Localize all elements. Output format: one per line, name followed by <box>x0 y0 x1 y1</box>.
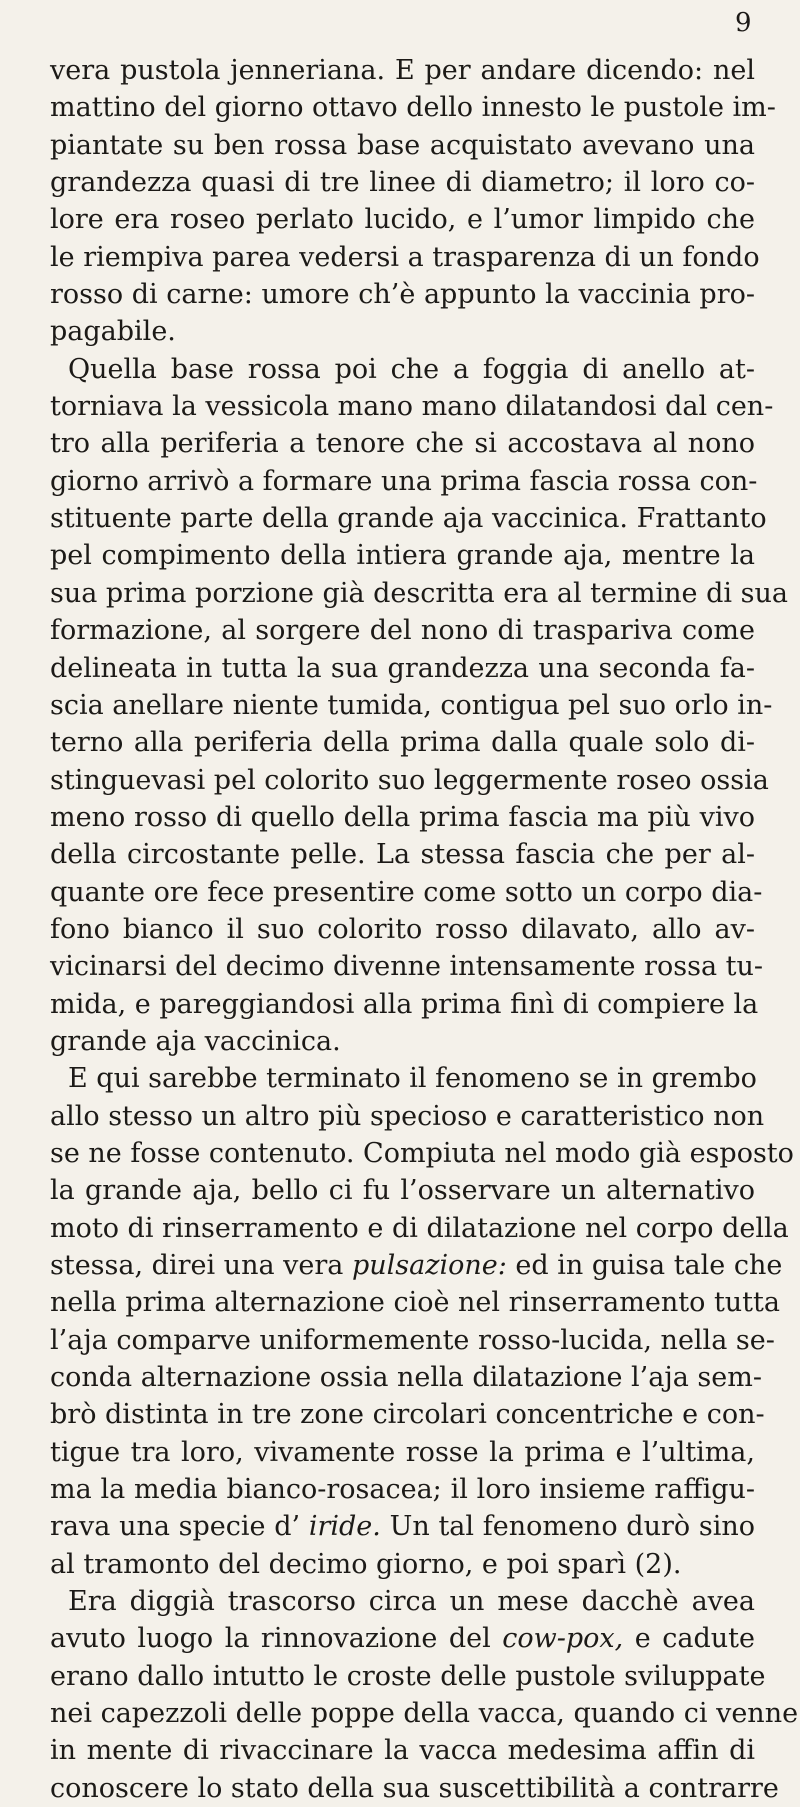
text-line-content: l’aja comparve uniformemente rosso-lucida, nella se- <box>50 1324 775 1356</box>
text-line-content: meno rosso di quello della prima fascia ma più vivo <box>50 801 755 833</box>
text-line <box>50 1546 755 1583</box>
text-line <box>50 127 755 164</box>
text-line <box>50 911 755 948</box>
text-line <box>50 1732 755 1769</box>
text-line <box>50 463 758 500</box>
text-line <box>50 650 755 687</box>
text-line <box>50 1284 780 1321</box>
text-line <box>50 52 755 89</box>
text-line <box>50 500 767 537</box>
text-line-continuation: ed in guisa tale che <box>506 1250 783 1281</box>
text-line <box>50 313 755 350</box>
text-line <box>50 575 788 612</box>
text-line <box>50 239 760 276</box>
text-line-content: vicinarsi del decimo divenne intensamente rossa tu- <box>50 951 764 983</box>
text-line <box>50 1658 766 1695</box>
text-line-content: grande aja vaccinica. <box>50 1025 341 1057</box>
text-line <box>50 1359 762 1396</box>
text-line-content: stituente parte della grande aja vaccinica. Frattanto <box>50 503 767 535</box>
text-line-content: in mente di rivaccinare la vacca medesima affin di <box>50 1735 755 1767</box>
text-line-content: torniava la vessicola mano mano dilatandosi dal cen- <box>50 391 774 423</box>
text-line-content: se ne fosse contenuto. Compiuta nel modo già esposto <box>50 1137 794 1169</box>
text-line-content: tro alla periferia a tenore che si accostava al nono <box>50 428 755 460</box>
text-line-content: avuto luogo la rinnovazione del <box>50 1623 491 1655</box>
italic-term: pulsazione: <box>351 1250 507 1281</box>
text-line-content: terno alla periferia della prima dalla quale solo di- <box>50 727 755 759</box>
text-line <box>50 1770 779 1807</box>
text-line <box>50 351 755 388</box>
text-line <box>50 836 755 873</box>
text-line <box>50 1247 783 1284</box>
text-line-content: conda alternazione ossia nella dilatazione l’aja sem- <box>50 1362 762 1394</box>
italic-term: iride. <box>308 1511 381 1543</box>
text-line-content: nei capezzoli delle poppe della vacca, quando ci venne <box>50 1698 799 1730</box>
text-line <box>50 1434 755 1471</box>
text-line <box>50 1060 755 1097</box>
text-line-content: ma la media bianco-rosacea; il loro insieme raffigu- <box>50 1474 755 1506</box>
text-line <box>50 948 764 985</box>
text-line <box>50 1396 765 1433</box>
text-line <box>50 1023 755 1060</box>
text-line-content: erano dallo intutto le croste delle pustole sviluppate <box>50 1660 766 1692</box>
text-line-content: delineata in tutta la sua grandezza una seconda fa- <box>50 652 755 684</box>
text-line <box>50 1583 755 1620</box>
text-line-content: grandezza quasi di tre linee di diametro; il loro co- <box>50 167 755 199</box>
text-line-content: piantate su ben rossa base acquistato avevano una <box>50 129 755 161</box>
text-line <box>50 276 755 313</box>
text-line <box>50 201 755 238</box>
text-line <box>50 1322 775 1359</box>
text-line-content: stinguevasi pel colorito suo leggermente roseo ossia <box>50 764 769 796</box>
text-line <box>50 1508 755 1545</box>
text-line-content: le riempiva parea vedersi a trasparenza di un fondo <box>50 241 760 273</box>
text-line-content: al tramonto del decimo giorno, e poi sparì (2). <box>50 1548 682 1580</box>
text-line <box>50 1172 755 1209</box>
text-line <box>50 799 755 836</box>
text-line <box>50 1135 794 1172</box>
text-line-content: giorno arrivò a formare una prima fascia rossa con- <box>50 465 758 497</box>
text-line <box>50 1695 799 1732</box>
text-line-content: della circostante pelle. La stessa fascia che per al- <box>50 839 755 871</box>
text-line <box>50 1471 755 1508</box>
text-line <box>50 89 776 126</box>
text-line-content: fono bianco il suo colorito rosso dilavato, allo av- <box>50 913 755 945</box>
text-line-content: rosso di carne: umore ch’è appunto la vaccinia pro- <box>50 279 755 311</box>
text-line <box>50 1620 755 1657</box>
text-line <box>50 724 755 761</box>
text-line-content: Quella base rossa poi che a foggia di anello at- <box>68 353 755 385</box>
text-line-content: Era diggià trascorso circa un mese dacchè avea <box>68 1586 755 1618</box>
text-line-content: E qui sarebbe terminato il fenomeno se in grembo <box>68 1063 757 1095</box>
text-line-content: lore era roseo perlato lucido, e l’umor limpido che <box>50 204 755 236</box>
text-line-content: moto di rinserramento e di dilatazione nel corpo della <box>50 1212 789 1244</box>
text-line-content: pel compimento della intiera grande aja, mentre la <box>50 540 755 572</box>
text-line <box>50 164 755 201</box>
text-line <box>50 1098 765 1135</box>
text-line <box>50 986 759 1023</box>
text-line-content: allo stesso un altro più specioso e caratteristico non <box>50 1100 765 1132</box>
text-line <box>50 762 769 799</box>
text-line <box>50 388 774 425</box>
text-line-content: formazione, al sorgere del nono di traspariva come <box>50 615 755 647</box>
text-line <box>50 1210 789 1247</box>
text-line <box>50 874 763 911</box>
text-line-content: nella prima alternazione cioè nel rinserramento tutta <box>50 1287 780 1319</box>
text-line <box>50 687 773 724</box>
text-line-content: vera pustola jenneriana. E per andare dicendo: nel <box>50 55 755 86</box>
text-line-content: conoscere lo stato della sua suscettibilità a contrarre <box>50 1772 779 1804</box>
text-line-content: quante ore fece presentire come sotto un corpo dia- <box>50 876 763 908</box>
text-line <box>50 537 755 574</box>
text-line-content: stessa, direi una vera <box>50 1250 344 1281</box>
text-line-content: pagabile. <box>50 316 176 348</box>
text-line <box>50 425 755 462</box>
text-line-content: la grande aja, bello ci fu l’osservare un alternativo <box>50 1175 755 1207</box>
italic-term: cow-pox, <box>502 1623 624 1655</box>
body-text <box>50 52 799 1807</box>
text-line-content: brò distinta in tre zone circolari concentriche e con- <box>50 1399 765 1431</box>
text-line-content: sua prima porzione già descritta era al termine di sua <box>50 577 788 609</box>
text-line-continuation: Un tal fenomeno durò sino <box>380 1511 755 1543</box>
text-line <box>50 612 755 649</box>
text-line-content: tigue tra loro, vivamente rosse la prima e l’ultima, <box>50 1436 755 1468</box>
text-line-continuation: e cadute <box>623 1623 755 1655</box>
text-line-content: scia anellare niente tumida, contigua pel suo orlo in- <box>50 689 773 721</box>
text-line-content: mattino del giorno ottavo dello innesto le pustole im- <box>50 92 776 124</box>
text-line-content: mida, e pareggiandosi alla prima finì di compiere la <box>50 988 759 1020</box>
text-line-content: rava una specie d’ <box>50 1511 301 1543</box>
page-number: 9 <box>735 8 752 38</box>
